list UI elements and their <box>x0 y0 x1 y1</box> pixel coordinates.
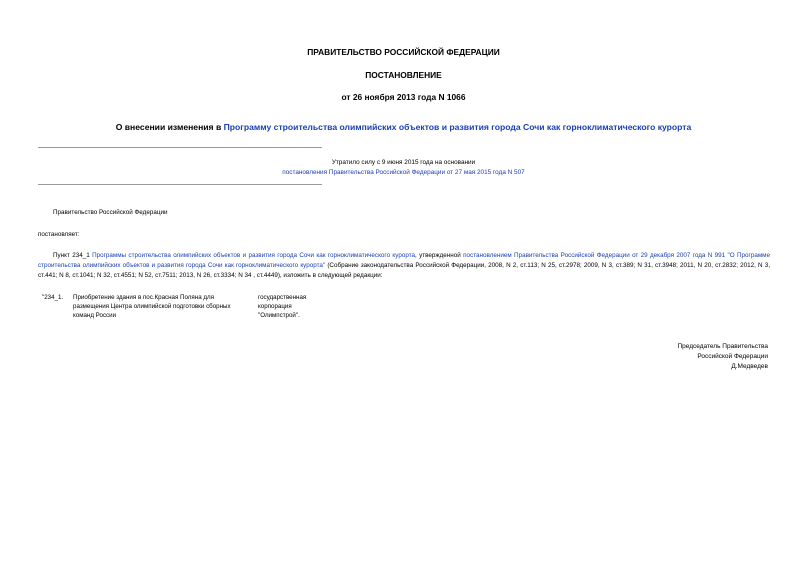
main-text-3: (Собрание законодательства Российской Федерации, 2008, N 2, ст.113; N 25, ст.2978; 2009, N 3, ст.389; N 31, ст.3948; 2011, N 20, ст.2832; 2012, N 3, ст.441; N 8, ст.1041; N 32, ст.4551; N 52, ст.7511; 2013, N 26, ст.3334; N 34 , ст.4449), изложить в следующей редакции: <box>38 262 770 279</box>
status-note-text: Утратило силу с 9 июня 2015 года на основании <box>331 159 476 166</box>
header-resolution: ПОСТАНОВЛЕНИЕ <box>365 70 442 80</box>
header-government: ПРАВИТЕЛЬСТВО РОССИЙСКОЙ ФЕДЕРАЦИИ <box>307 47 500 57</box>
table-row-organization: государственная корпорация "Олимпстрой". <box>258 294 307 319</box>
signature-title-2: Российской Федерации <box>697 353 768 360</box>
divider-bottom <box>38 184 322 185</box>
document-title <box>0 122 807 132</box>
body-main-paragraph <box>38 251 770 281</box>
program-link[interactable]: Программы строительства олимпийских объектов и развития города Сочи как горноклиматического курорта <box>92 252 416 259</box>
title-program-link[interactable]: Программу строительства олимпийских объектов и развития города Сочи как горноклиматического курорта <box>223 122 692 132</box>
header-date: от 26 ноября 2013 года N 1066 <box>341 92 466 102</box>
signature-title-1: Председатель Правительства <box>677 343 768 350</box>
title-prefix: О внесении изменения в <box>115 122 224 132</box>
resolution-991-link[interactable]: постановлением Правительства Российской Федерации от 29 декабря 2007 года N 991 "О Программе строительства олимпийских объектов и развития города Сочи как горноклиматического курорта" <box>38 252 770 269</box>
body-decrees: постановляет: <box>38 231 80 238</box>
main-text-1: Пункт 234_1 <box>53 252 93 259</box>
signature-name: Д.Медведев <box>731 363 768 370</box>
body-government: Правительство Российской Федерации <box>53 209 168 216</box>
divider-top <box>38 147 322 148</box>
main-text-2: , утвержденной <box>415 252 464 259</box>
status-note-link[interactable]: постановления Правительства Российской Федерации от 27 мая 2015 года N 507 <box>282 169 525 176</box>
table-row-number: "234_1. <box>42 294 64 301</box>
table-row-description: Приобретение здания в пос.Красная Поляна для размещения Центра олимпийской подготовки сборных команд России <box>73 294 231 319</box>
